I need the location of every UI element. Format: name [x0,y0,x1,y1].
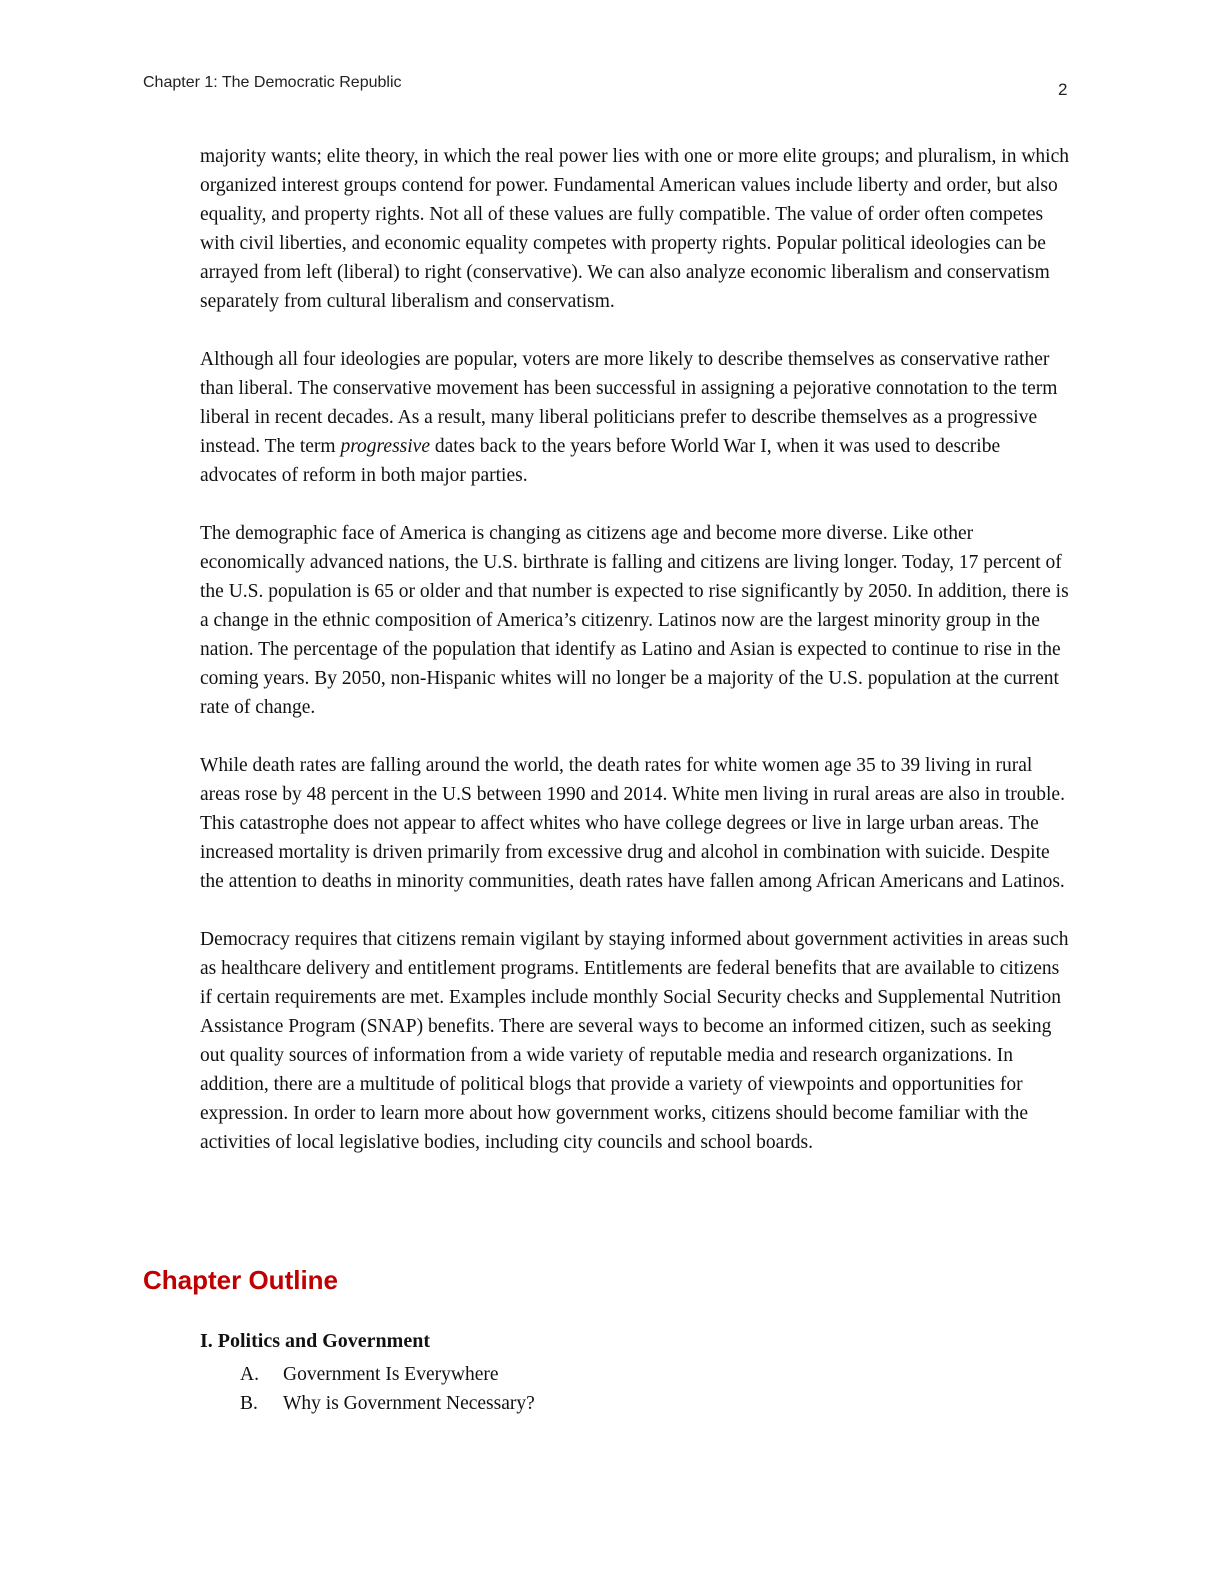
paragraph-ideologies-text-2: dates back to the years before World War I, when it was used to describe advocates of reform in both major parties. [200,436,1001,486]
outline-item-text: Government Is Everywhere [283,1364,499,1385]
body-text [200,142,1072,1157]
paragraph-models-of-democracy: majority wants; elite theory, in which the real power lies with one or more elite groups; and pluralism, in which organized interest groups contend for power. Fundamental American values include liberty and order, but also equality, and property rights. Not all of these values are fully compatible. The value of order often competes with civil liberties, and economic equality competes with property rights. Popular political ideologies can be arrayed from left (liberal) to right (conservative). We can also analyze economic liberalism and conservatism separately from cultural liberalism and conservatism. [200,146,1069,312]
outline-item [240,1389,535,1418]
paragraph-demographics: The demographic face of America is changing as citizens age and become more diverse. Like other economically advanced nations, the U.S. birthrate is falling and citizens are living longer. Today, 17 percent of the U.S. population is 65 or older and that number is expected to rise significantly by 2050. In addition, there is a change in the ethnic composition of America’s citizenry. Latinos now are the largest minority group in the nation. The percentage of the population that identify as Latino and Asian is expected to continue to rise in the coming years. By 2050, non-Hispanic whites will no longer be a majority of the U.S. population at the current rate of change. [200,523,1069,718]
outline-item-marker: A. [240,1364,259,1385]
outline-item-text: Why is Government Necessary? [283,1393,535,1414]
outline-item-marker: B. [240,1393,258,1414]
outline-list [240,1360,535,1418]
paragraph-ideologies-text-1: Although all four ideologies are popular, voters are more likely to describe themselves as conservative rather than liberal. The conservative movement has been successful in assigning a pejorative connotation to the term liberal in recent decades. As a result, many liberal politicians prefer to describe themselves as a progressive instead. The term [200,349,1058,457]
paragraph-death-rates: While death rates are falling around the world, the death rates for white women age 35 to 39 living in rural areas rose by 48 percent in the U.S between 1990 and 2014. White men living in rural areas are also in trouble. This catastrophe does not appear to affect whites who have college degrees or live in large urban areas. The increased mortality is driven primarily from excessive drug and alcohol in combination with suicide. Despite the attention to deaths in minority communities, death rates have fallen among African Americans and Latinos. [200,755,1065,892]
page-number: 2 [1058,80,1068,99]
paragraph-informed-citizens: Democracy requires that citizens remain vigilant by staying informed about government activities in areas such as healthcare delivery and entitlement programs. Entitlements are federal benefits that are available to citizens if certain requirements are met. Examples include monthly Social Security checks and Supplemental Nutrition Assistance Program (SNAP) benefits. There are several ways to become an informed citizen, such as seeking out quality sources of information from a wide variety of reputable media and research organizations. In addition, there are a multitude of political blogs that provide a variety of viewpoints and opportunities for expression. In order to learn more about how government works, citizens should become familiar with the activities of local legislative bodies, including city councils and school boards. [200,929,1069,1153]
term-progressive: progressive [340,436,430,457]
chapter-outline-heading: Chapter Outline [143,1265,339,1295]
outline-section-title: I. Politics and Government [200,1330,430,1352]
paragraph-ideologies [200,345,1072,490]
outline-item [240,1360,535,1389]
running-header: Chapter 1: The Democratic Republic [143,74,402,91]
